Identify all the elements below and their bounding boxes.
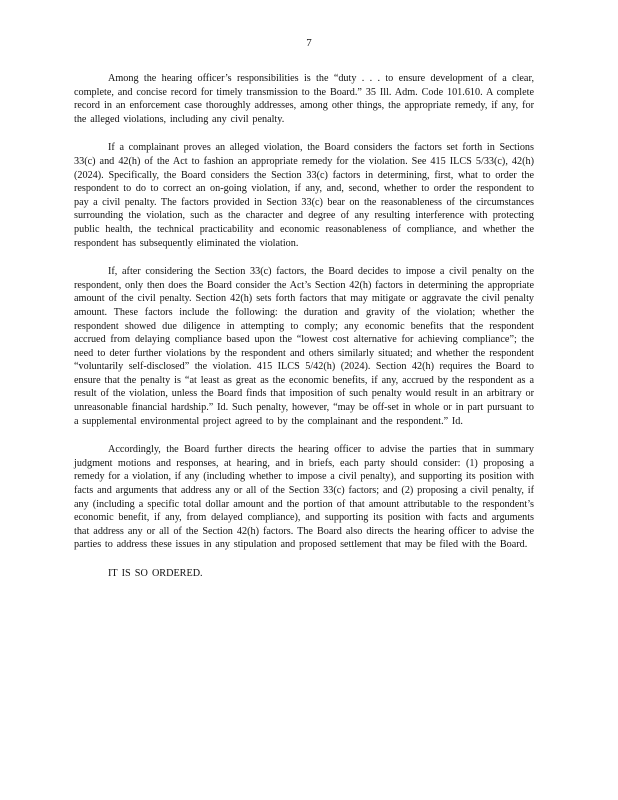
paragraph-section-33c-factors: If a complainant proves an alleged violation, the Board considers the factors set forth in Sections 33(c) and 42(h) of the Act to fashion an appropriate remedy for the violation. See 415 ILCS 5/33(c), 42(h) (2024). Specifically, the Board considers the Section 33(c) factors in determining, first, what to order the respondent to do to correct an on-going violation, if any, and, second, whether to order the respondent to pay a civil penalty. The factors provided in Section 33(c) bear on the reasonableness of the circumstances surrounding the violation, such as the character and degree of any resulting interference with protecting public health, the technical practicability and economic reasonableness of compliance, and whether the respondent has subsequently eliminated the violation.: [74, 142, 534, 249]
closing-order: IT IS SO ORDERED.: [108, 568, 203, 579]
paragraph-section-42h-factors: If, after considering the Section 33(c) factors, the Board decides to impose a civil penalty on the respondent, only then does the Board consider the Act’s Section 42(h) factors in determining the appropriate amount of the civil penalty. Section 42(h) sets forth factors that may mitigate or aggravate the civil penalty amount. These factors include the following: the duration and gravity of the violation; whether the respondent showed due diligence in attempting to comply; any economic benefits that the respondent accrued from delaying compliance based upon the “lowest cost alternative for achieving compliance”; the need to deter further violations by the respondent and others similarly situated; and whether the respondent “voluntarily self-disclosed” the violation. 415 ILCS 5/42(h) (2024). Section 42(h) requires the Board to ensure that the penalty is “at least as great as the economic benefits, if any, accrued by the respondent as a result of the violation, unless the Board finds that imposition of such penalty would result in an arbitrary or unreasonable financial hardship.” Id. Such penalty, however, “may be off-set in whole or in part pursuant to a supplemental environmental project agreed to by the complainant and the respondent.” Id.: [74, 266, 534, 427]
document-body: [74, 72, 534, 581]
paragraph-hearing-officer-duties: Among the hearing officer’s responsibilities is the “duty . . . to ensure development of a clear, complete, and concise record for timely transmission to the Board.” 35 Ill. Adm. Code 101.610. A complete record in an enforcement case thoroughly addresses, among other things, the appropriate remedy, if any, for the alleged violations, including any civil penalty.: [74, 73, 534, 125]
page-number: 7: [306, 37, 312, 49]
paragraph-board-directions: Accordingly, the Board further directs the hearing officer to advise the parties that in summary judgment motions and responses, at hearing, and in briefs, each party should consider: (1) proposing a remedy for a violation, if any (including whether to impose a civil penalty), and supporting its position with facts and arguments that address any or all of the Section 33(c) factors; and (2) proposing a civil penalty, if any (including a specific total dollar amount and the portion of that amount attributable to the respondent’s economic benefit, if any, from delayed compliance), and supporting its position with facts and arguments that address any or all of the Section 42(h) factors. The Board also directs the hearing officer to advise the parties to address these issues in any stipulation and proposed settlement that may be filed with the Board.: [74, 444, 534, 551]
